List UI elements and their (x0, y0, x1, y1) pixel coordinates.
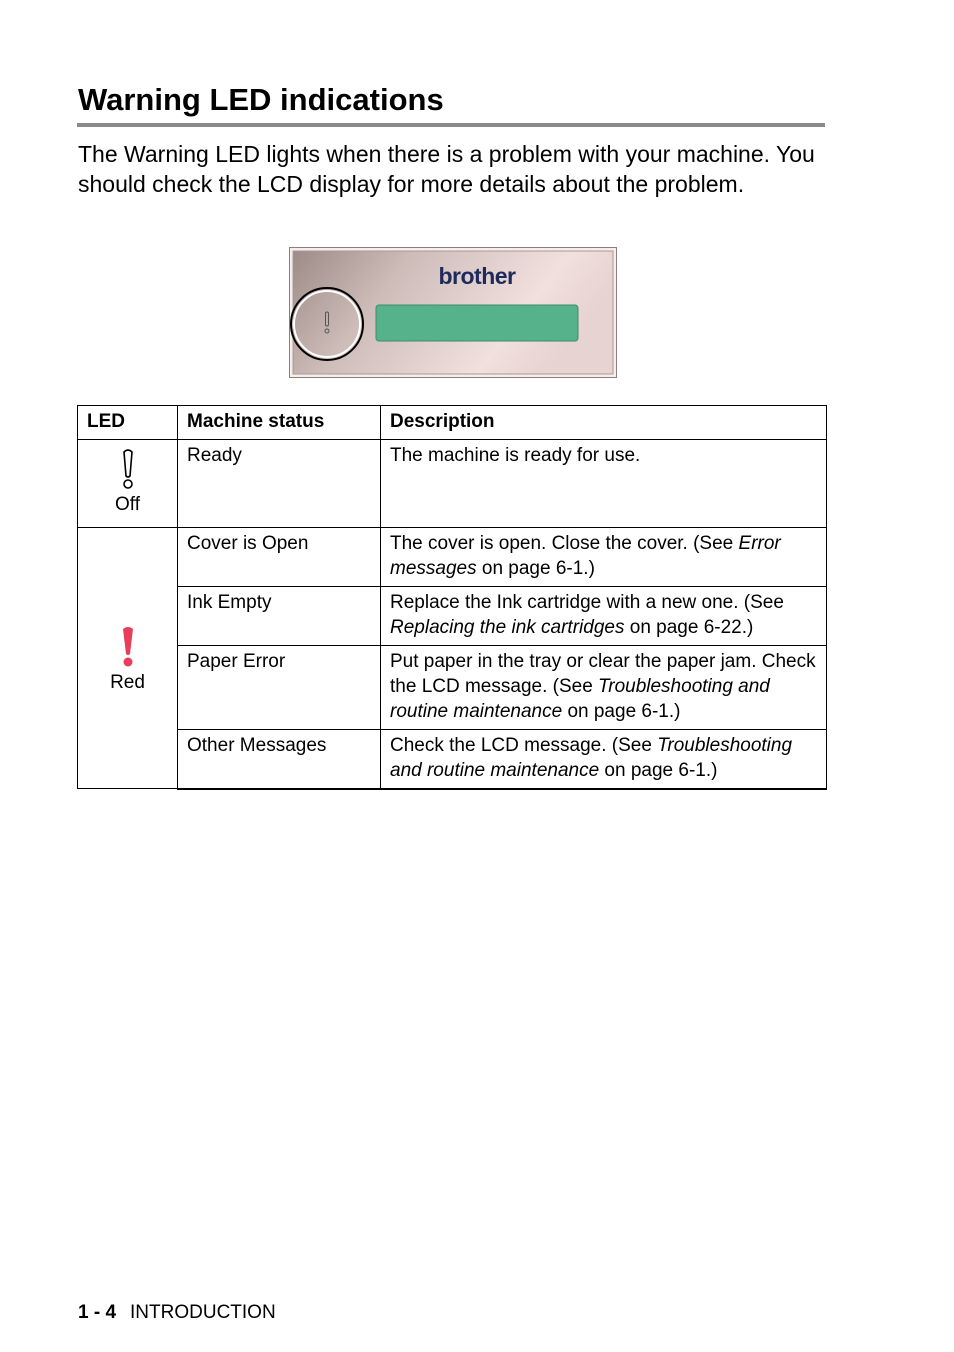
status-cell: Paper Error (178, 646, 381, 730)
control-panel-illustration (289, 247, 617, 378)
title-rule (77, 123, 825, 127)
page-title: Warning LED indications (78, 82, 444, 117)
led-off-icon (120, 448, 136, 490)
status-cell: Cover is Open (178, 528, 381, 587)
table-header-row (78, 406, 827, 440)
header-machine-status: Machine status (178, 406, 381, 440)
brand-logo: brother (438, 263, 516, 289)
section-name: INTRODUCTION (130, 1302, 276, 1323)
table-row (78, 730, 827, 789)
led-off-label: Off (115, 494, 140, 515)
page-number: 1 - 4 (78, 1302, 117, 1323)
intro-paragraph: The Warning LED lights when there is a problem with your machine. You should check the LCD display for more details about the problem. (78, 141, 815, 197)
table-row (78, 587, 827, 646)
led-red-label: Red (110, 671, 145, 693)
description-cell: The cover is open. Close the cover. (See Error messages on page 6-1.) (381, 528, 827, 587)
description-cell: Check the LCD message. (See Troubleshooting and routine maintenance on page 6-1.) (381, 730, 827, 789)
table-row (78, 440, 827, 528)
status-cell: Ink Empty (178, 587, 381, 646)
led-red-cell (78, 528, 178, 789)
page-footer (78, 1301, 276, 1325)
led-red-icon (120, 626, 136, 668)
status-cell: Other Messages (178, 730, 381, 789)
description-cell: Replace the Ink cartridge with a new one. (See Replacing the ink cartridges on page 6-22.) (381, 587, 827, 646)
header-description: Description (381, 406, 827, 440)
description-cell: The machine is ready for use. (381, 440, 827, 528)
status-cell: Ready (178, 440, 381, 528)
header-led: LED (78, 406, 178, 440)
table-row (78, 646, 827, 730)
led-off-cell (78, 440, 178, 528)
led-status-table (77, 405, 827, 790)
table-row (78, 528, 827, 587)
lcd-display (376, 305, 578, 341)
description-cell: Put paper in the tray or clear the paper jam. Check the LCD message. (See Troubleshooting and routine maintenance on page 6-1.) (381, 646, 827, 730)
